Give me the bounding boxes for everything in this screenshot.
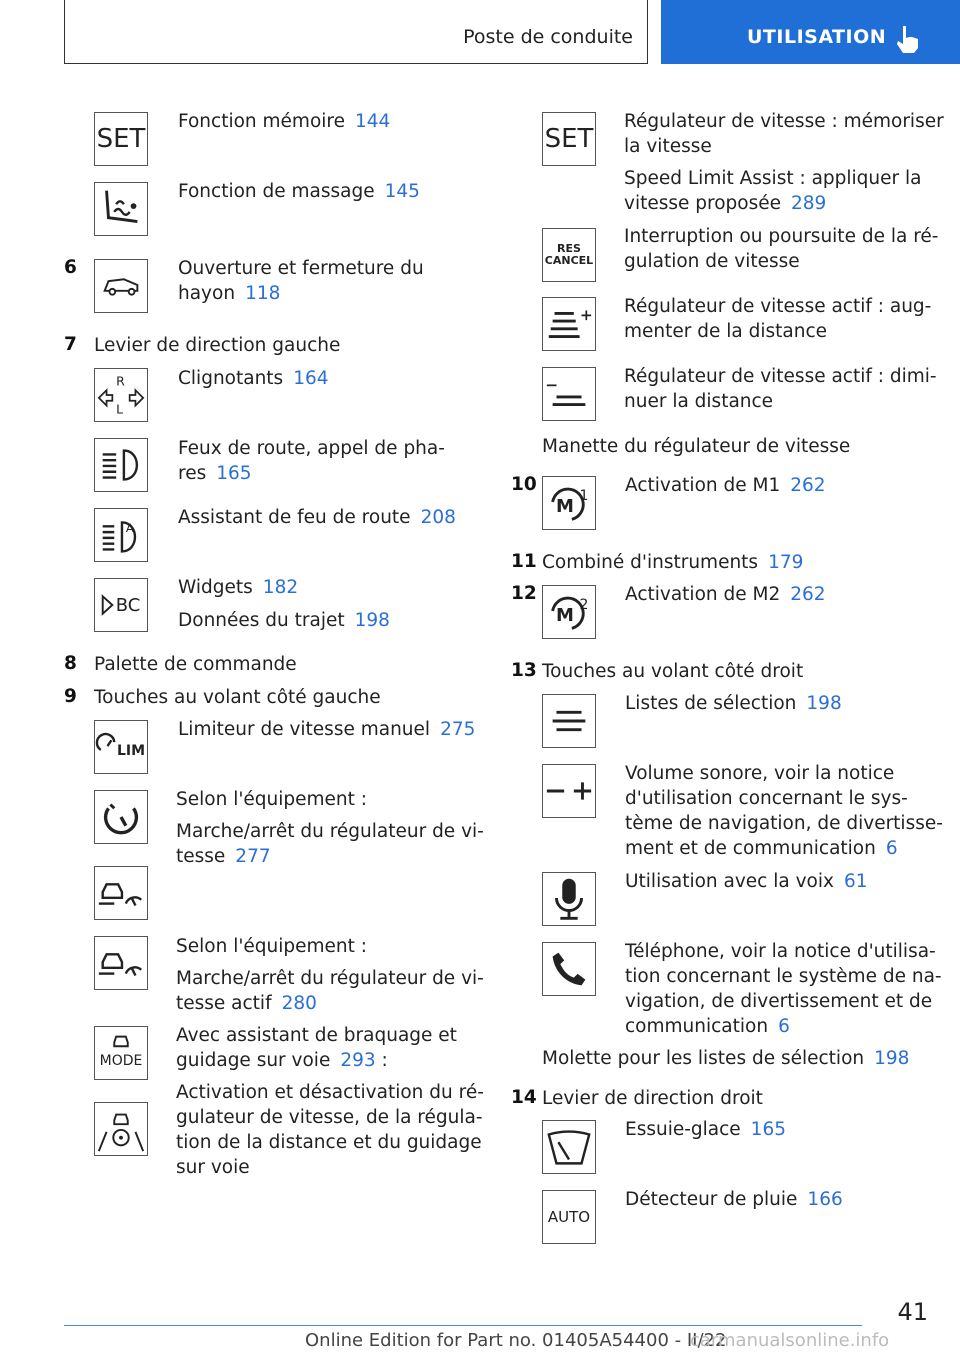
phone-icon [542,942,596,996]
chapter-title: UTILISATION [747,26,887,48]
entry-massage: Fonction de massage 145 [178,181,420,202]
entry-interruption: Interruption ou poursuite de la ré- gulation de vitesse [624,226,939,272]
page-ref[interactable]: 165 [750,1119,786,1140]
entry-depending-equipment-2: Selon l'équipement : [176,936,368,957]
svg-text:R: R [116,373,125,389]
item-number-7: 7 [64,334,77,355]
entry-right-stalk: Levier de direction droit [542,1088,763,1109]
turn-signal-icon [94,368,148,422]
page-ref[interactable]: 179 [768,552,804,573]
page-ref[interactable]: 182 [262,577,299,598]
entry-distance-decrease: Régulateur de vitesse actif : dimi- nuer la distance [624,366,937,412]
list-icon [542,694,596,748]
page-ref[interactable]: 262 [790,475,826,496]
entry-activation-deactivation: Activation et désactivation du ré- gulateur de vitesse, de la régula- tion de la distance et du guidage sur voie [176,1082,484,1178]
bc-widget-icon: BC [94,578,148,632]
entry-voice: Utilisation avec la voix 61 [625,871,868,892]
massage-seat-icon [94,182,148,236]
page-ref[interactable]: 164 [293,368,329,389]
header-chapter-tab[interactable] [661,0,960,64]
watermark: carmanualsonline.info [690,1330,890,1351]
entry-selection-wheel: Molette pour les listes de sélection 198 [542,1048,910,1069]
item-number-14: 14 [511,1087,537,1108]
page-ref[interactable]: 275 [440,719,476,740]
set-icon: SET [94,112,148,166]
speed-limiter-icon: LIM [94,720,148,774]
entry-distance-increase: Régulateur de vitesse actif : aug- menter de la distance [624,296,932,342]
auto-icon: AUTO [542,1190,596,1244]
page-ref[interactable]: 6 [885,838,898,859]
page-ref[interactable]: 262 [790,584,826,605]
entry-speed-limiter: Limiteur de vitesse manuel 275 [178,719,476,740]
entry-speed-limit-assist: Speed Limit Assist : appliquer la vitesse proposée 289 [624,168,922,214]
entry-memory: Fonction mémoire 144 [178,111,391,132]
entry-left-stalk: Levier de direction gauche [94,335,341,356]
svg-text:A: A [125,521,134,536]
section-title: Poste de conduite [463,26,633,48]
page-ref[interactable]: 289 [791,193,827,214]
entry-tailgate: Ouverture et fermeture du hayon 118 [178,258,424,304]
item-number-12: 12 [511,583,537,604]
active-cruise-icon [94,866,148,920]
entry-left-wheel-buttons: Touches au volant côté gauche [94,687,381,708]
item-number-11: 11 [511,551,537,572]
wiper-icon [542,1120,596,1174]
page-ref[interactable]: 144 [354,111,391,132]
entry-instrument-cluster: Combiné d'instruments 179 [542,552,804,573]
entry-turn-signals: Clignotants 164 [178,368,329,389]
page-number: 41 [897,1298,928,1326]
entry-selection-lists: Listes de sélection 198 [625,693,842,714]
high-beam-icon [94,438,148,492]
tailgate-car-icon [94,259,148,313]
m1-icon: M 1 [542,476,596,530]
page-ref[interactable]: 277 [235,846,271,867]
page-ref[interactable]: 198 [874,1048,910,1069]
page-ref[interactable]: 208 [420,507,456,528]
distance-decrease-icon [542,367,596,421]
item-number-10: 10 [511,474,537,495]
cruise-control-icon [94,790,148,844]
entry-cruise-on-off: Marche/arrêt du régulateur de vi- tesse 277 [176,821,484,867]
svg-text:L: L [116,401,124,417]
entry-depending-equipment-1: Selon l'équipement : [176,789,368,810]
item-number-6: 6 [64,257,77,278]
item-number-9: 9 [64,686,77,707]
microphone-icon [542,872,596,926]
entry-wipers: Essuie-glace 165 [625,1119,786,1140]
page-ref[interactable]: 198 [806,693,842,714]
entry-active-cruise-on-off: Marche/arrêt du régulateur de vi- tesse actif 280 [176,968,484,1014]
item-number-13: 13 [511,660,537,681]
entry-steering-assistant: Avec assistant de braquage et guidage sur voie 293 : [176,1025,457,1071]
res-cancel-icon: RES CANCEL [542,228,596,282]
page-ref[interactable]: 6 [778,1016,790,1037]
set-icon-right: SET [542,112,596,166]
item-number-8: 8 [64,653,77,674]
page-ref[interactable]: 118 [245,283,281,304]
page-ref[interactable]: 145 [384,181,420,202]
header-section-box [64,0,648,64]
lane-guidance-icon [94,1102,148,1156]
m2-icon: M 2 [542,585,596,639]
entry-phone: Téléphone, voir la notice d'utilisa- tion concernant le système de na- vigation, de divertissement et de communication 6 [625,941,942,1037]
entry-high-beam-assistant: Assistant de feu de route 208 [178,507,456,528]
footer-divider [64,1325,862,1326]
page-ref[interactable]: 280 [281,993,317,1014]
entry-cruise-set: Régulateur de vitesse : mémoriser la vitesse [624,111,944,157]
entry-widgets: Widgets 182 [178,577,299,598]
entry-cruise-lever: Manette du régulateur de vitesse [542,436,851,457]
volume-plus-minus-icon [542,764,596,818]
page-ref[interactable]: 165 [216,463,252,484]
entry-control-palette: Palette de commande [94,654,297,675]
entry-rain-sensor: Détecteur de pluie 166 [625,1189,843,1210]
page-ref[interactable]: 61 [843,871,868,892]
page-ref[interactable]: 198 [354,610,390,631]
entry-right-wheel-buttons: Touches au volant côté droit [542,661,804,682]
high-beam-assistant-icon [94,508,148,562]
entry-trip-data: Données du trajet 198 [178,610,390,631]
entry-high-beam: Feux de route, appel de pha- res 165 [178,438,445,484]
hand-pointer-icon [894,24,920,54]
active-cruise-icon-2 [94,936,148,990]
page-ref[interactable]: 166 [807,1189,843,1210]
entry-volume: Volume sonore, voir la notice d'utilisation concernant le sys- tème de navigation, de divertisse- ment et de communication 6 [625,763,943,859]
entry-m2: Activation de M2 262 [625,584,826,605]
distance-increase-icon [542,297,596,351]
footer-edition: Online Edition for Part no. 01405A54400 - II/22 [305,1330,727,1351]
page-ref[interactable]: 293 [340,1050,376,1071]
mode-icon: MODE [94,1026,148,1080]
entry-m1: Activation de M1 262 [625,475,826,496]
